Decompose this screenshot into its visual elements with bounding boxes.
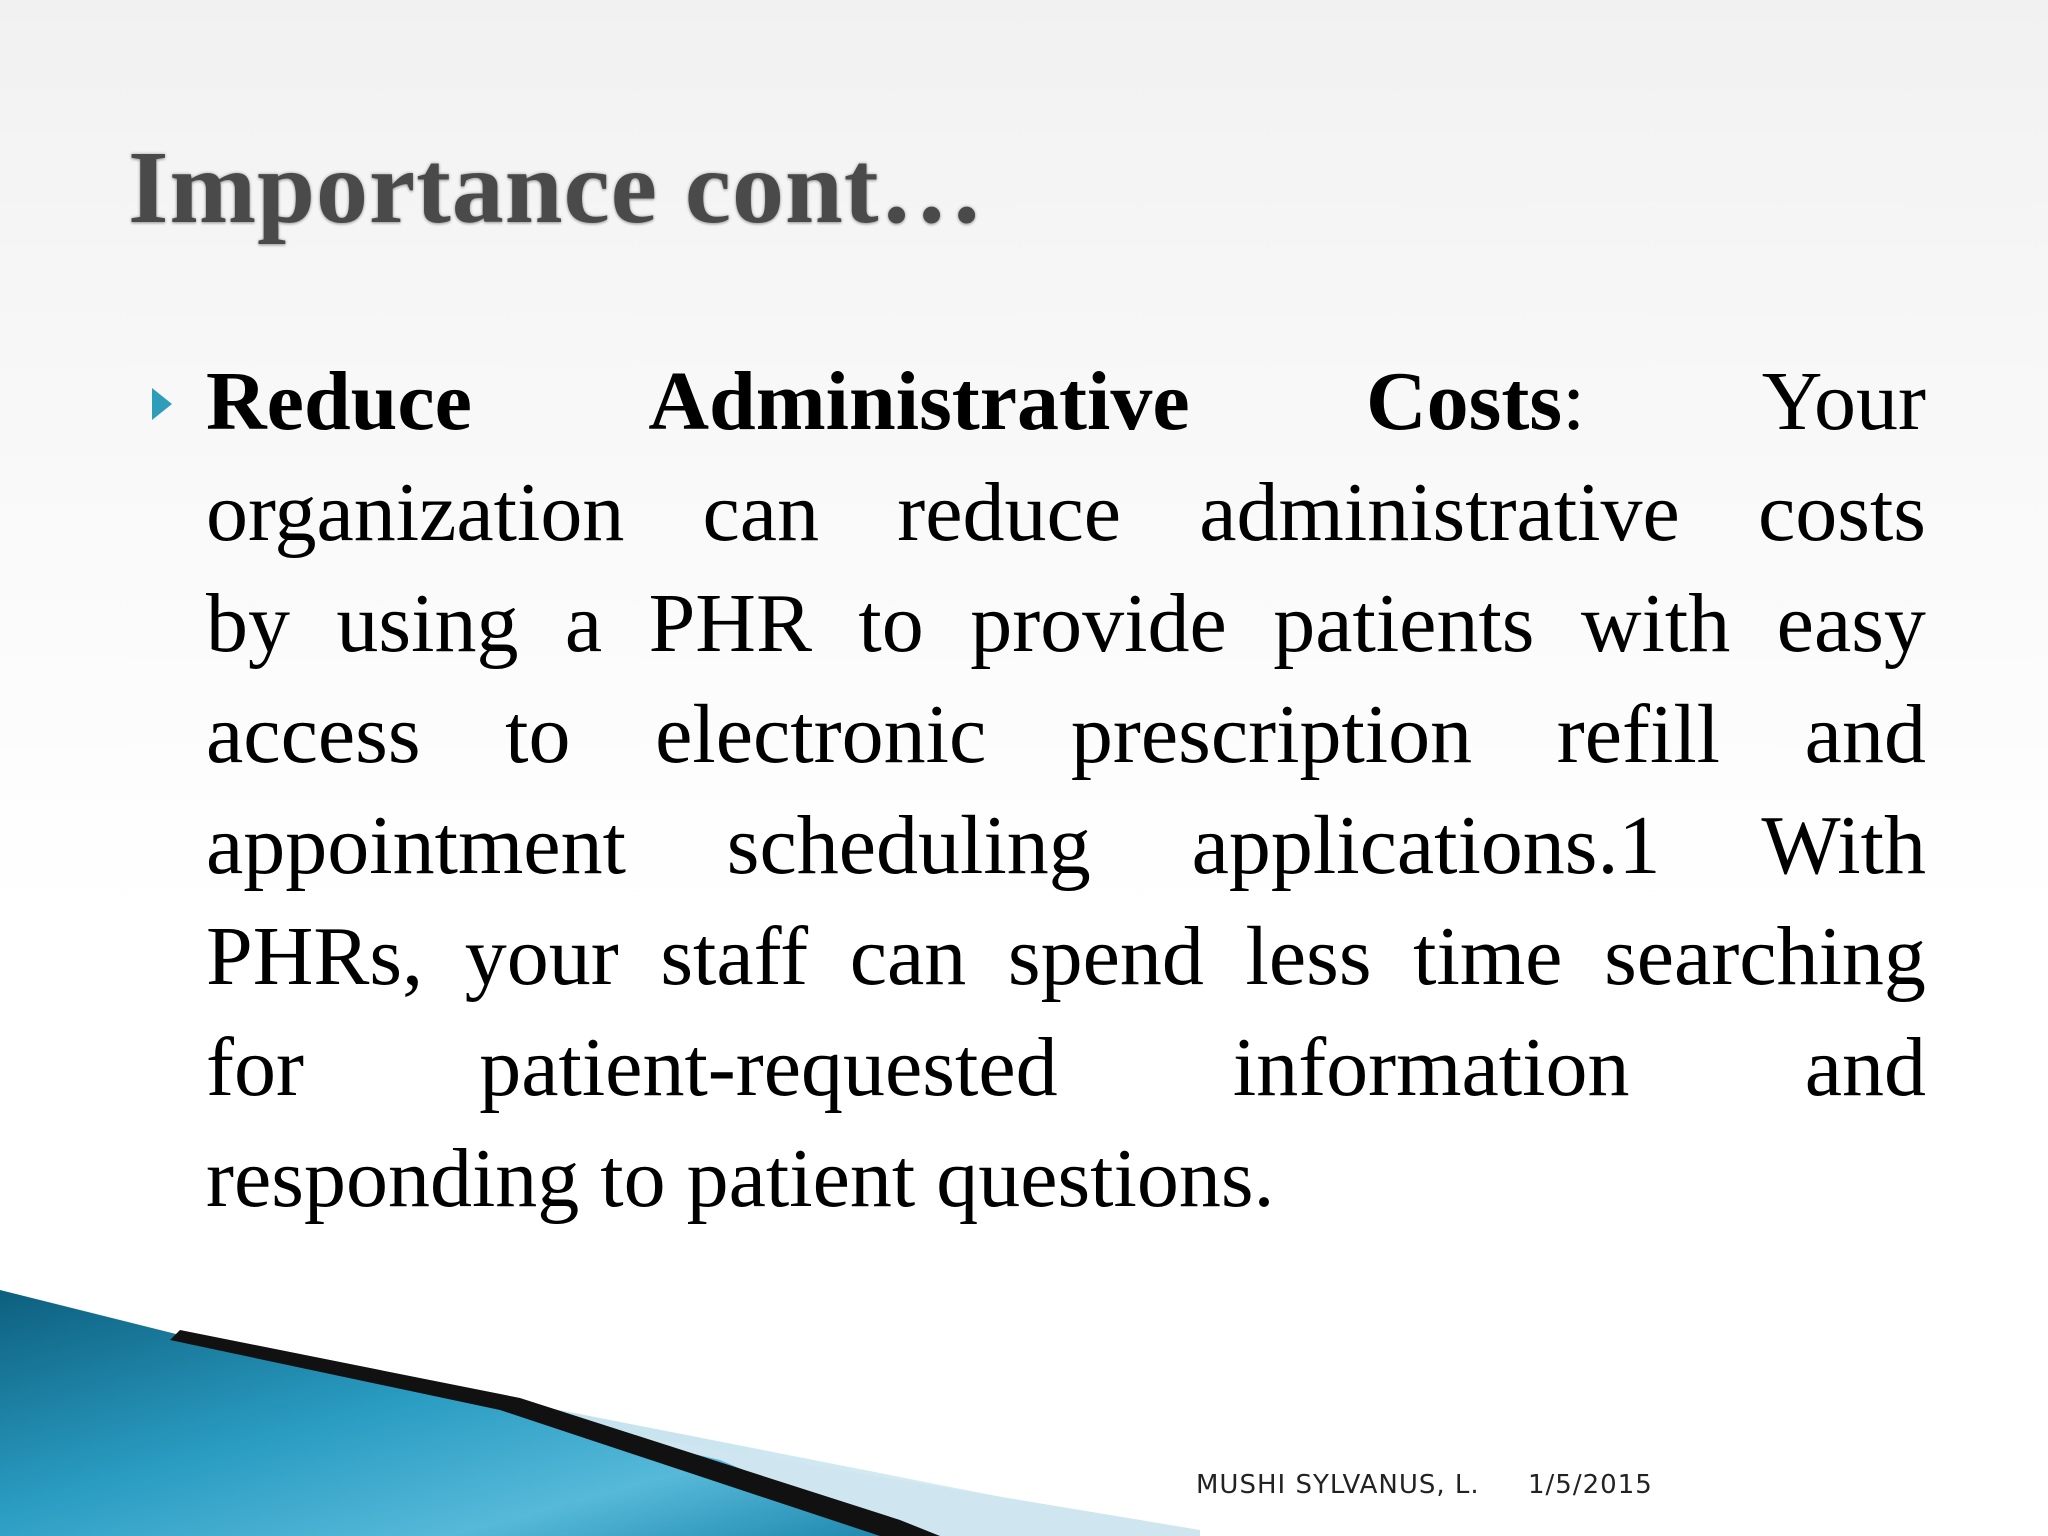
word: patient-requested <box>479 1021 1058 1114</box>
colon: : <box>1562 355 1586 448</box>
word: and <box>1804 1021 1926 1114</box>
word: patients <box>1273 577 1535 670</box>
footer-author: MUSHI SYLVANUS, L. <box>1196 1470 1480 1500</box>
paragraph-line <box>206 1123 1926 1234</box>
word: staff <box>660 910 809 1003</box>
word: to <box>505 688 571 781</box>
word: provide <box>970 577 1227 670</box>
footer-date: 1/5/2015 <box>1528 1470 1653 1500</box>
slide-title: Importance cont… <box>128 130 985 245</box>
word: PHR <box>648 577 812 670</box>
paragraph-line <box>206 568 1926 679</box>
term-with-colon <box>1366 346 1585 457</box>
word: a <box>564 577 603 670</box>
word: Your <box>1761 355 1926 448</box>
teal-wedge-shape <box>0 1290 900 1536</box>
paragraph-line <box>206 457 1926 568</box>
word: less <box>1245 910 1372 1003</box>
word: using <box>336 577 519 670</box>
word: access <box>206 688 421 781</box>
word: electronic <box>655 688 987 781</box>
word: PHRs, <box>206 910 424 1003</box>
word: reduce <box>897 466 1122 559</box>
word: responding to patient questions. <box>206 1132 1275 1225</box>
bullet-paragraph <box>206 346 1926 1234</box>
word: applications.1 <box>1191 799 1661 892</box>
word: costs <box>1757 466 1926 559</box>
word: With <box>1761 799 1926 892</box>
word: to <box>858 577 924 670</box>
word: searching <box>1604 910 1926 1003</box>
word: organization <box>206 466 625 559</box>
word: by <box>206 577 290 670</box>
word: can <box>702 466 820 559</box>
word: spend <box>1007 910 1204 1003</box>
term-word: Administrative <box>648 355 1190 448</box>
word: your <box>464 910 619 1003</box>
word: and <box>1804 688 1926 781</box>
word: can <box>849 910 967 1003</box>
word: for <box>206 1021 304 1114</box>
paragraph-line <box>206 346 1926 457</box>
term-word: Costs <box>1366 355 1563 448</box>
paragraph-line <box>206 1012 1926 1123</box>
word: time <box>1413 910 1563 1003</box>
word: prescription <box>1070 688 1473 781</box>
paragraph-line <box>206 679 1926 790</box>
word: scheduling <box>726 799 1091 892</box>
word: information <box>1232 1021 1630 1114</box>
word: with <box>1580 577 1731 670</box>
word: appointment <box>206 799 626 892</box>
word: administrative <box>1199 466 1680 559</box>
paragraph-line <box>206 790 1926 901</box>
word: refill <box>1556 688 1721 781</box>
paragraph-line <box>206 901 1926 1012</box>
term-word: Reduce <box>206 355 472 448</box>
bullet-triangle-icon <box>152 388 172 420</box>
word: easy <box>1776 577 1926 670</box>
